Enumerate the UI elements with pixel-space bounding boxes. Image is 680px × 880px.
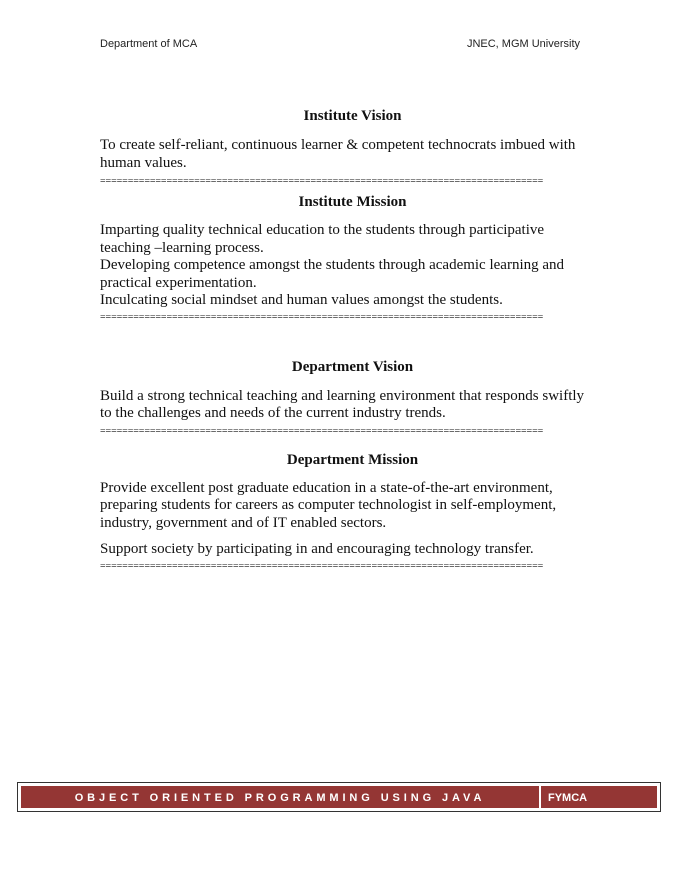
institute-mission-heading: Institute Mission	[298, 194, 407, 210]
page-header	[100, 38, 580, 54]
department-mission-text	[100, 480, 605, 533]
university-label: JNEC, MGM University	[466, 38, 580, 50]
institute-mission-line: teaching –learning process.	[100, 239, 264, 256]
department-mission-line: Support society by participating in and encouraging technology transfer.	[100, 541, 534, 557]
class-code: FYMCA	[548, 792, 588, 804]
institute-vision-text	[100, 137, 605, 172]
department-vision-line: to the challenges and needs of the current industry trends.	[100, 405, 446, 421]
separator-rule: ================================================================================	[100, 312, 544, 323]
institute-mission-text	[100, 222, 605, 310]
department-mission-line: industry, government and of IT enabled sectors.	[100, 514, 387, 531]
institute-mission-line: Developing competence amongst the students through academic learning and	[100, 257, 565, 273]
institute-mission-line: practical experimentation.	[100, 274, 257, 291]
department-vision-line: Build a strong technical teaching and learning environment that responds swiftly	[100, 387, 585, 404]
separator-rule: ================================================================================	[100, 426, 544, 437]
institute-vision-heading: Institute Vision	[303, 108, 402, 124]
department-mission-heading: Department Mission	[286, 451, 419, 468]
institute-mission-line: Inculcating social mindset and human values amongst the students.	[100, 292, 503, 308]
footer-bar	[21, 786, 657, 808]
separator-rule: ================================================================================	[100, 561, 544, 572]
institute-vision-line: human values.	[100, 154, 187, 171]
document-body	[100, 107, 605, 572]
page-footer	[17, 782, 661, 812]
separator-rule: ================================================================================	[100, 177, 544, 187]
department-mission-line: Provide excellent post graduate education in a state-of-the-art environment,	[100, 479, 553, 496]
institute-mission-line: Imparting quality technical education to the students through participative	[100, 222, 545, 238]
department-vision-text	[100, 388, 605, 423]
department-vision-heading: Department Vision	[291, 358, 414, 375]
institute-vision-line: To create self-reliant, continuous learner & competent technocrats imbued with	[100, 137, 576, 153]
department-mission-text-2	[100, 541, 605, 559]
course-title: OBJECT ORIENTED PROGRAMMING USING JAVA	[74, 792, 486, 804]
department-label: Department of MCA	[100, 38, 198, 50]
department-mission-line: preparing students for careers as computer technologist in self-employment,	[100, 497, 557, 513]
